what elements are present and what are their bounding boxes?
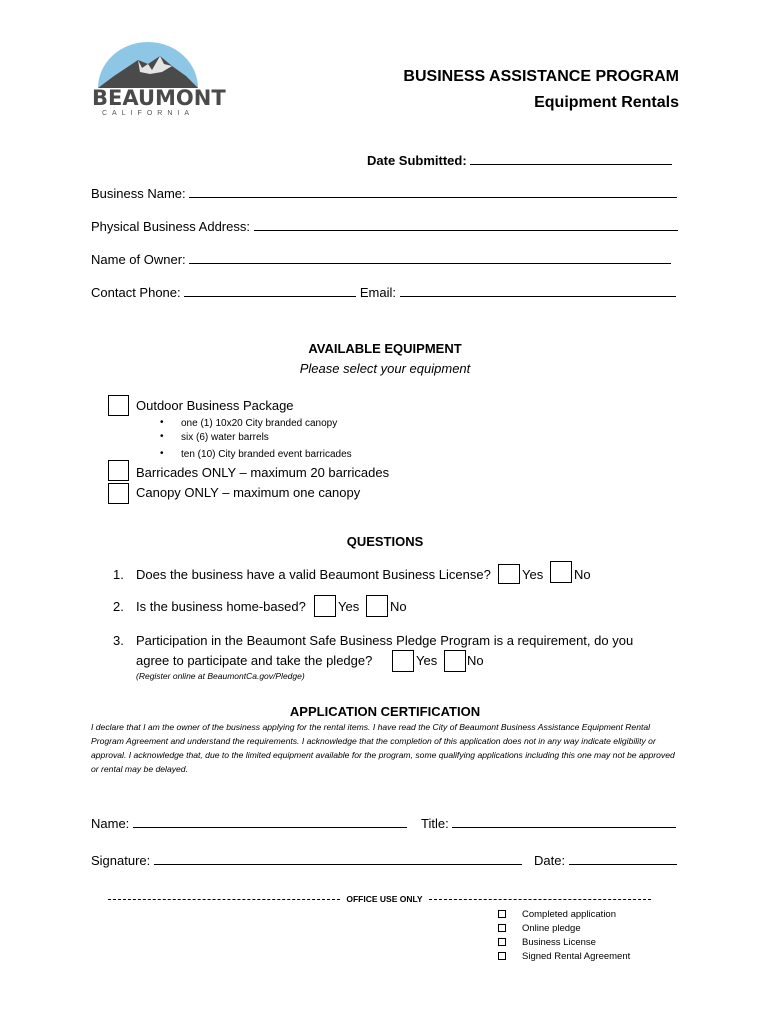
page-title: BUSINESS ASSISTANCE PROGRAM — [403, 68, 679, 85]
owner-input[interactable] — [189, 252, 671, 264]
q2-no-checkbox[interactable] — [366, 595, 388, 617]
q3-no-label: No — [467, 653, 484, 668]
q1-no-label: No — [574, 567, 591, 582]
outdoor-package-checkbox[interactable] — [108, 395, 129, 416]
email-label: Email: — [359, 285, 396, 300]
owner-label: Name of Owner: — [91, 252, 186, 267]
signature-input[interactable] — [154, 853, 522, 865]
address-input[interactable] — [254, 219, 678, 231]
business-name-label: Business Name: — [91, 186, 186, 201]
question-number: 1. — [113, 567, 124, 582]
date-submitted-row — [367, 153, 672, 168]
office-checklist-item: Signed Rental Agreement — [498, 951, 630, 962]
certification-text: I declare that I am the owner of the business applying for the rental items. I have read the City of Beaumont Business Assistance Equipment Rental Program Agreement and understand the requirements. I acknowledge that the completion of this application does not in any way indicate eligibility or approval. I acknowledge that, due to the limited equipment available for the program, some qualifying applications including this one may not be approved or rental may be delayed. — [91, 722, 675, 774]
outdoor-package-label: Outdoor Business Package — [136, 398, 294, 413]
pledge-note: (Register online at BeaumontCa.gov/Pledge) — [136, 671, 305, 681]
barricades-label: Barricades ONLY – maximum 20 barricades — [136, 465, 390, 480]
contact-row — [91, 285, 676, 300]
q3-yes-label: Yes — [416, 653, 438, 668]
checkbox-icon[interactable] — [498, 952, 506, 960]
q2-yes-label: Yes — [338, 599, 360, 614]
question-number: 2. — [113, 599, 124, 614]
q3-no-checkbox[interactable] — [444, 650, 466, 672]
checkbox-icon[interactable] — [498, 924, 506, 932]
canopy-checkbox[interactable] — [108, 483, 129, 504]
email-input[interactable] — [400, 285, 676, 297]
office-checklist-item: Online pledge — [498, 923, 581, 934]
q3-yes-checkbox[interactable] — [392, 650, 414, 672]
signoff-title-input[interactable] — [452, 816, 676, 828]
signoff-title-label: Title: — [421, 816, 449, 831]
checkbox-icon[interactable] — [498, 910, 506, 918]
equipment-subheading: Please select your equipment — [299, 361, 471, 376]
q2-yes-checkbox[interactable] — [314, 595, 336, 617]
date-submitted-label: Date Submitted: — [367, 153, 467, 168]
address-label: Physical Business Address: — [91, 219, 250, 234]
office-checklist-item: Completed application — [498, 909, 616, 920]
signoff-name-input[interactable] — [133, 816, 407, 828]
office-checklist-item: Business License — [498, 937, 596, 948]
q1-no-checkbox[interactable] — [550, 561, 572, 583]
signoff-name-label: Name: — [91, 816, 130, 831]
date-submitted-input[interactable] — [470, 153, 672, 165]
phone-input[interactable] — [184, 285, 356, 297]
signoff-date-input[interactable] — [569, 853, 677, 865]
signoff-name-row — [91, 816, 407, 831]
phone-label: Contact Phone: — [91, 285, 181, 300]
q1-yes-label: Yes — [522, 567, 544, 582]
business-name-row — [91, 186, 677, 201]
signoff-date-label: Date: — [534, 853, 566, 868]
question-2-text: Is the business home-based? — [136, 599, 306, 614]
logo-subtext: CALIFORNIA — [101, 110, 194, 117]
signoff-date-row — [534, 853, 677, 868]
office-use-divider — [108, 894, 663, 904]
q1-yes-checkbox[interactable] — [498, 564, 520, 584]
equipment-heading: AVAILABLE EQUIPMENT — [308, 341, 462, 356]
q2-no-label: No — [390, 599, 407, 614]
beaumont-logo — [92, 38, 226, 120]
questions-heading: QUESTIONS — [346, 534, 424, 549]
office-use-label: OFFICE USE ONLY — [346, 894, 423, 904]
owner-row — [91, 252, 671, 267]
question-1-text: Does the business have a valid Beaumont Business License? — [136, 567, 491, 582]
certification-heading: APPLICATION CERTIFICATION — [289, 704, 481, 719]
page-subtitle: Equipment Rentals — [534, 94, 679, 111]
business-name-input[interactable] — [189, 186, 677, 198]
signature-row — [91, 853, 522, 868]
barricades-checkbox[interactable] — [108, 460, 129, 481]
signature-label: Signature: — [91, 853, 151, 868]
signoff-title-row — [421, 816, 676, 831]
question-number: 3. — [113, 633, 124, 648]
canopy-label: Canopy ONLY – maximum one canopy — [136, 485, 361, 500]
question-3-text-cont: agree to participate and take the pledge? — [136, 653, 373, 668]
checkbox-icon[interactable] — [498, 938, 506, 946]
logo-wordmark: BEAUMONT — [92, 86, 226, 110]
question-3-text: Participation in the Beaumont Safe Business Pledge Program is a requirement, do you — [136, 633, 634, 648]
address-row — [91, 219, 678, 234]
